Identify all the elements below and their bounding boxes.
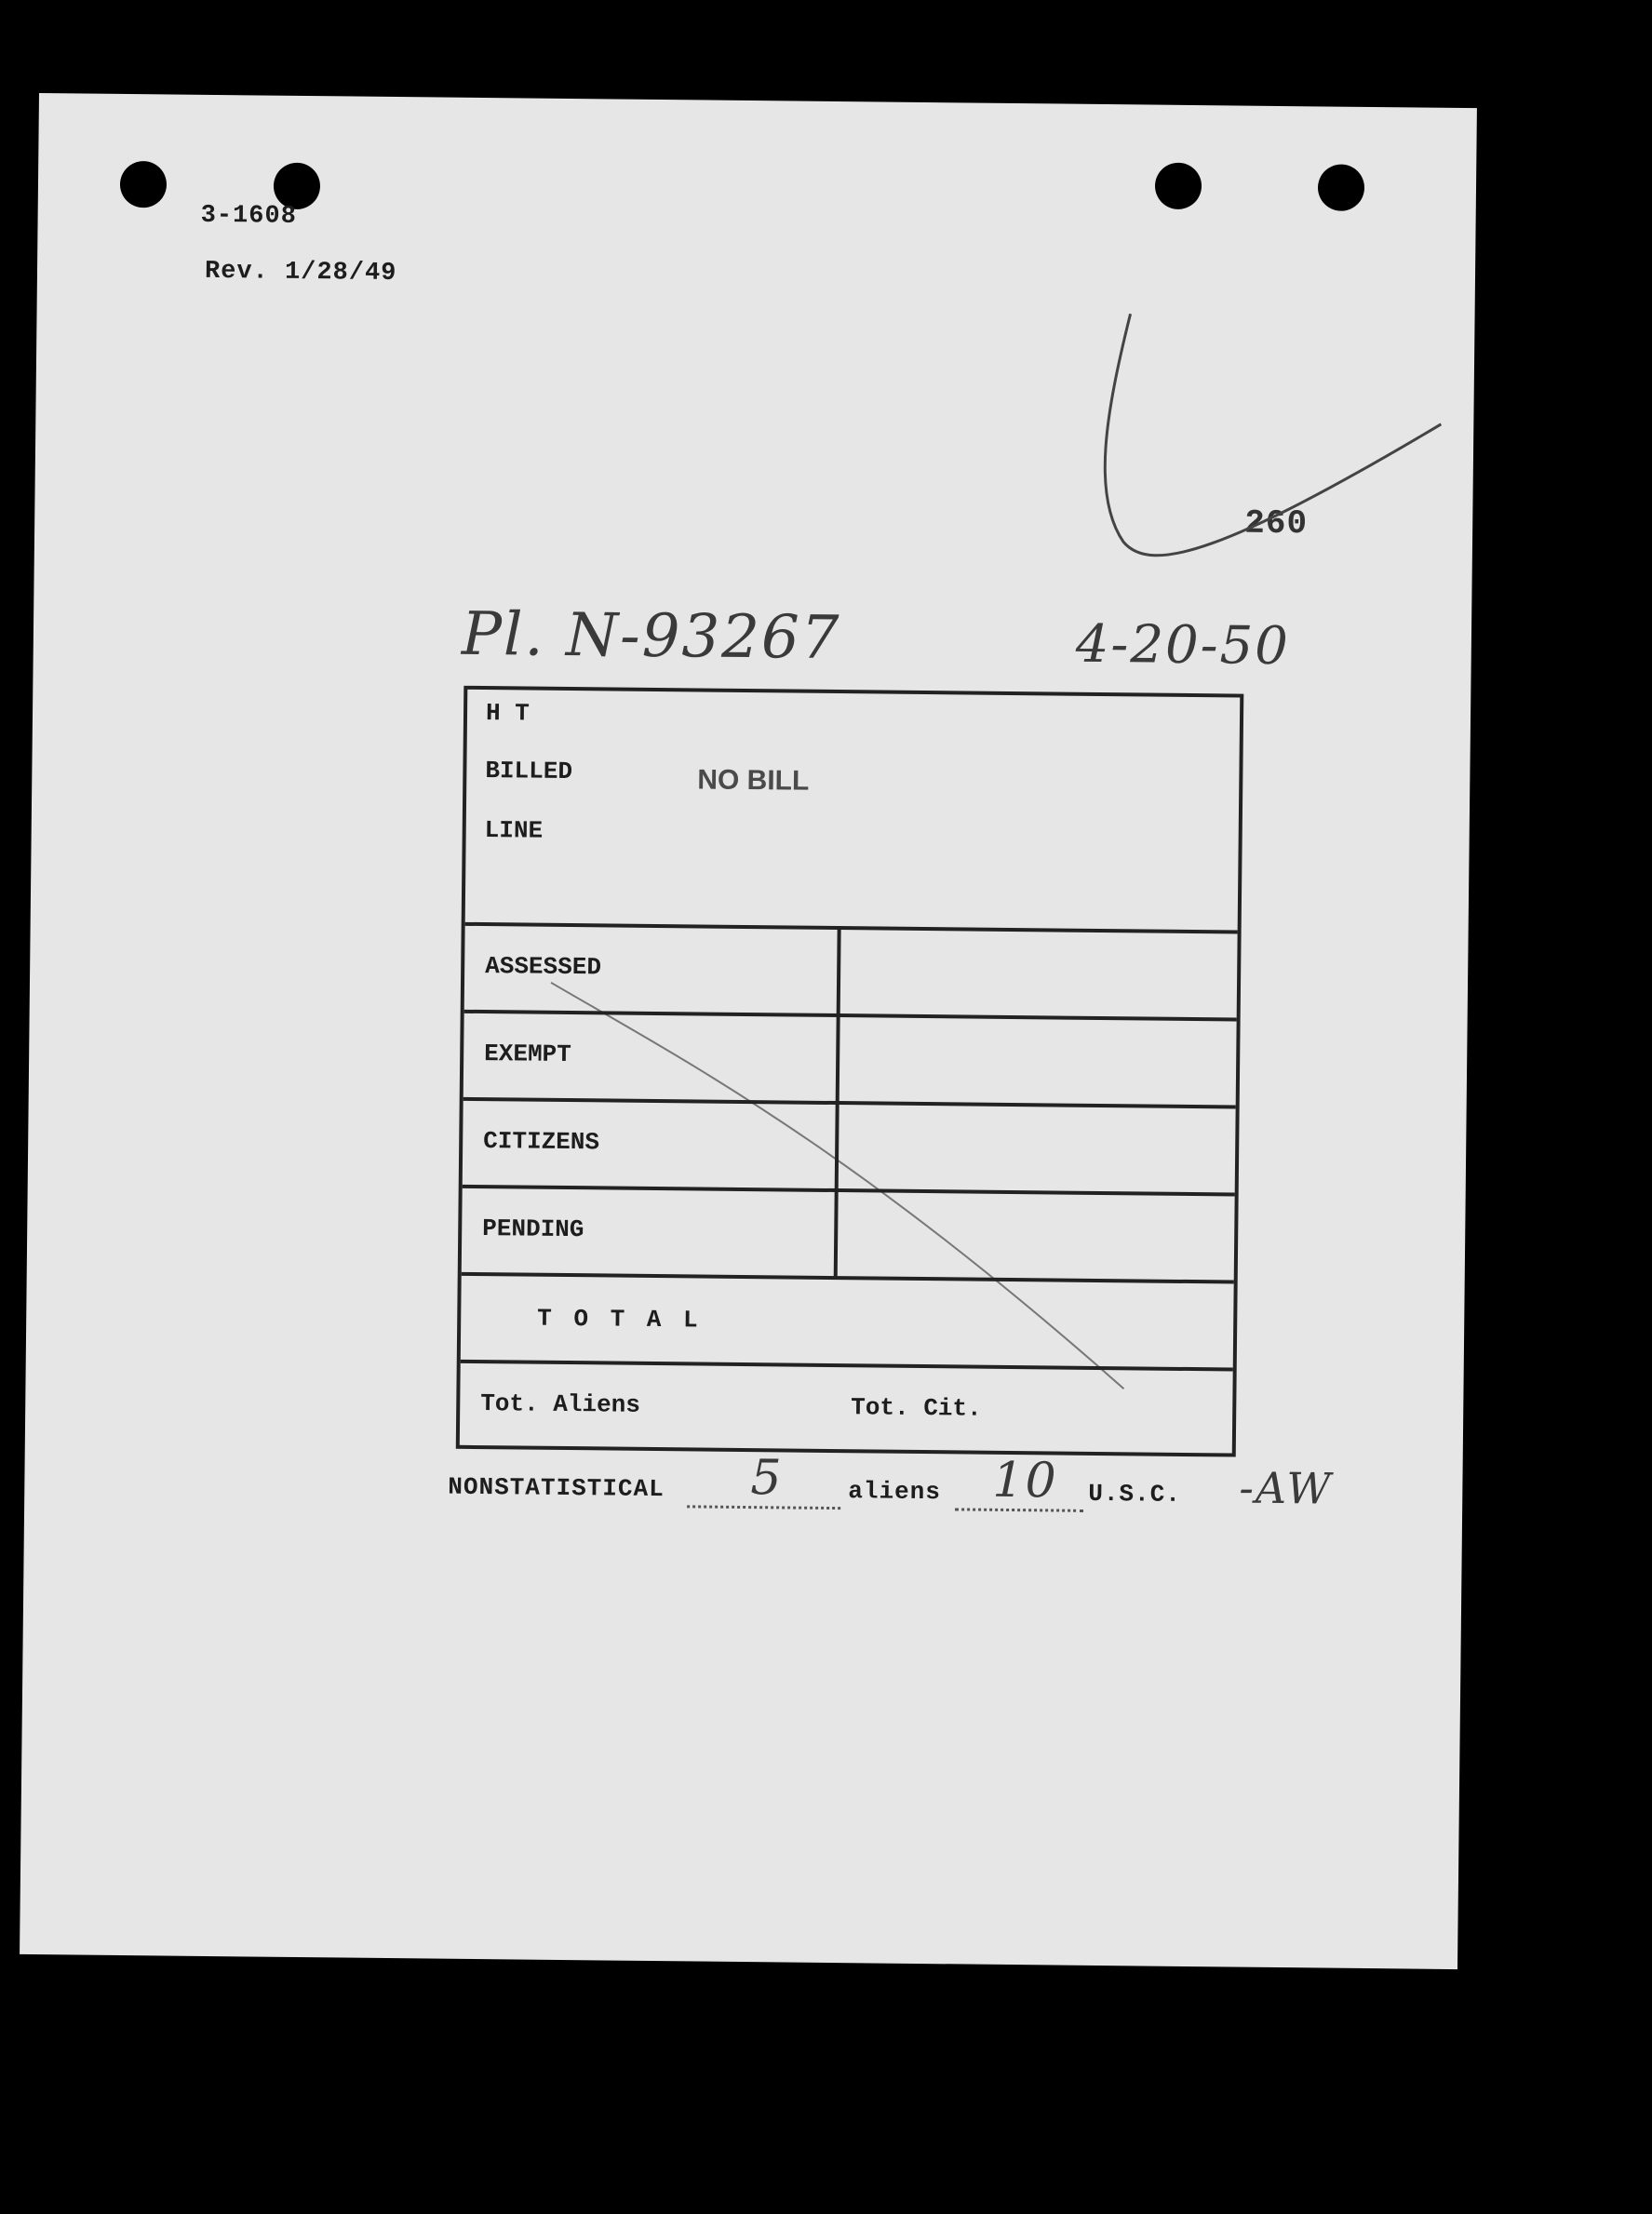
label-line: LINE — [484, 816, 544, 845]
label-tot-aliens: Tot. Aliens — [480, 1389, 641, 1419]
label-ht: H T — [485, 699, 531, 728]
divider-2 — [464, 1010, 1237, 1022]
label-pending: PENDING — [482, 1214, 584, 1244]
label-total: T O T A L — [537, 1304, 702, 1335]
case-number: Pl. N-93267 — [461, 599, 841, 674]
form-number: 3-1608 — [200, 201, 297, 231]
label-tot-cit: Tot. Cit. — [851, 1393, 982, 1423]
nonstat-aliens-count: 5 — [750, 1450, 784, 1507]
label-billed: BILLED — [485, 757, 573, 786]
document-page — [20, 93, 1477, 1969]
divider-1 — [465, 922, 1238, 934]
divider-3 — [463, 1097, 1236, 1109]
divider-6 — [461, 1360, 1233, 1372]
label-exempt: EXEMPT — [484, 1040, 571, 1069]
divider-4 — [463, 1185, 1235, 1197]
page-number: 260 — [1244, 503, 1309, 543]
no-bill-stamp: NO BILL — [697, 764, 810, 797]
aliens-label: aliens — [848, 1477, 942, 1507]
tally-form — [456, 686, 1244, 1457]
handwritten-date: 4-20-50 — [1075, 613, 1291, 678]
initials: -AW — [1239, 1462, 1333, 1514]
label-assessed: ASSESSED — [485, 952, 602, 982]
label-citizens: CITIZENS — [483, 1127, 600, 1157]
nonstatistical-label: NONSTATISTICAL — [448, 1472, 665, 1504]
nonstat-usc-count: 10 — [992, 1452, 1058, 1510]
divider-5 — [462, 1272, 1234, 1284]
usc-label: U.S.C. — [1088, 1479, 1182, 1509]
revision-date: Rev. 1/28/49 — [204, 257, 397, 288]
